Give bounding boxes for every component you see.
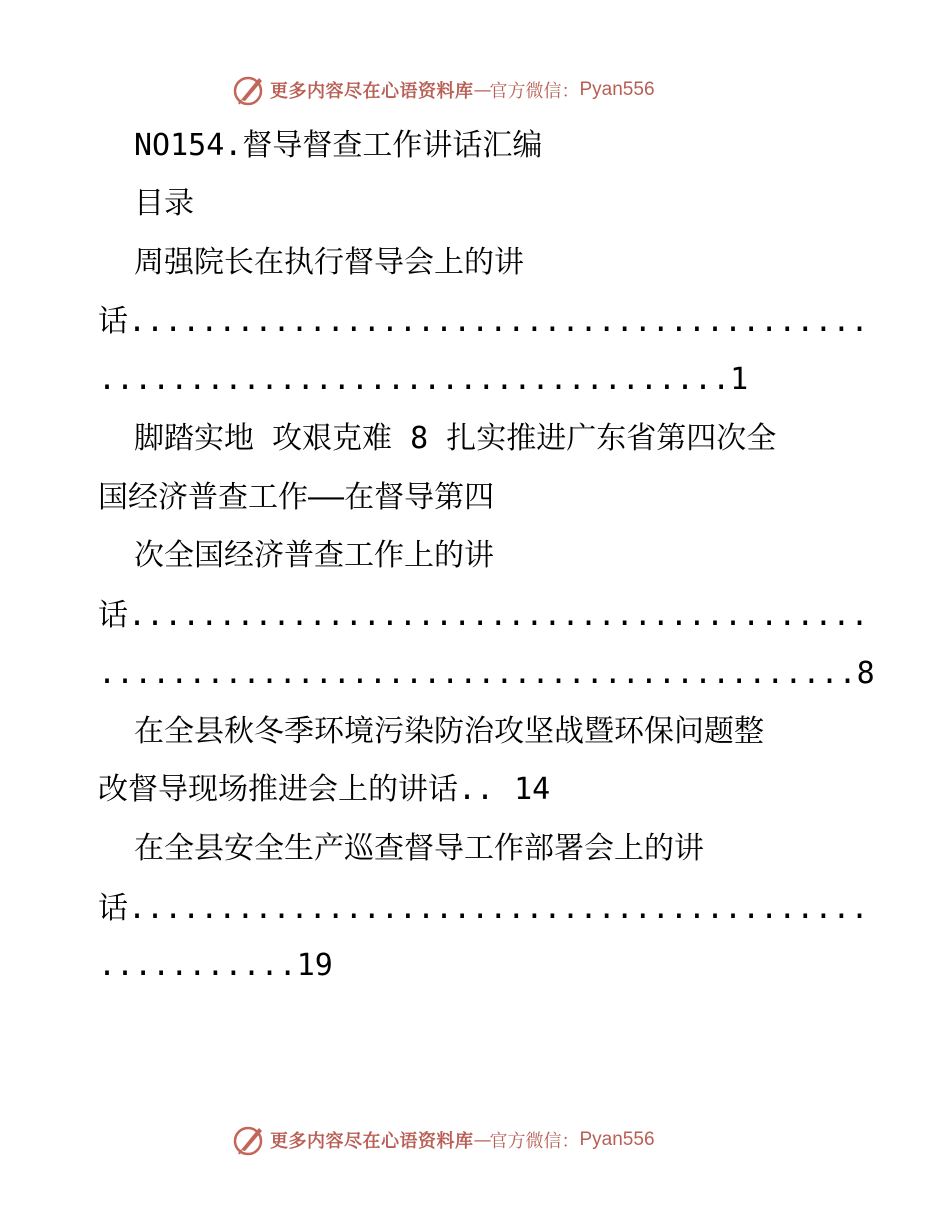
toc-entry-1-dots: ................................... (98, 362, 731, 397)
toc-entry-1-leader-a: 话......................................... (98, 304, 869, 339)
watermark-header (232, 72, 712, 108)
toc-entry-1-leader-b (98, 360, 748, 400)
toc-entry-2-leader-a: 话......................................... (98, 598, 869, 633)
toc-entry-3-title-cont (98, 770, 550, 810)
watermark-brand: 更多内容尽在心语资料库 (270, 1131, 474, 1152)
toc-entry-4-title: 在全县安全生产巡查督导工作部署会上的讲 (134, 831, 704, 866)
quill-logo-icon (232, 1123, 266, 1157)
watermark-footer (232, 1122, 712, 1158)
watermark-wechat-label: 官方微信： (489, 81, 580, 102)
toc-heading: 目录 (134, 186, 194, 221)
toc-entry-2-page: 8 (856, 656, 875, 691)
toc-entry-3-title: 在全县秋冬季环境污染防治攻坚战暨环保问题整 (134, 714, 764, 749)
quill-logo-icon (232, 73, 266, 107)
document-title: NO154.督导督查工作讲话汇编 (134, 128, 543, 163)
watermark-wechat-label: 官方微信： (489, 1131, 580, 1152)
toc-entry-4-dots: ........... (98, 948, 297, 983)
watermark-handle: Pyan556 (579, 79, 655, 100)
toc-entry-4-leader-b (98, 946, 333, 986)
toc-entry-4-page: 19 (296, 948, 333, 983)
toc-entry-2-title-cont-a: 国经济普查工作——在督导第四 (98, 480, 495, 515)
toc-entry-3-page: 14 (514, 772, 551, 807)
toc-entry-2-title-cont-b: 次全国经济普查工作上的讲 (134, 538, 494, 573)
watermark-dash: — (473, 1129, 490, 1151)
toc-entry-1-title: 周强院长在执行督导会上的讲 (134, 245, 524, 280)
toc-entry-2-dots: .......................................... (98, 656, 857, 691)
watermark-brand: 更多内容尽在心语资料库 (270, 81, 474, 102)
toc-entry-2-leader-b (98, 654, 875, 694)
toc-entry-2-title: 脚踏实地 攻艰克难 8 扎实推进广东省第四次全 (134, 421, 777, 456)
toc-entry-1-page: 1 (730, 362, 749, 397)
toc-entry-3-text: 改督导现场推进会上的讲话.. (98, 772, 495, 807)
toc-entry-4-leader-a: 话......................................... (98, 891, 869, 926)
watermark-dash: — (473, 79, 490, 101)
watermark-handle: Pyan556 (579, 1129, 655, 1150)
